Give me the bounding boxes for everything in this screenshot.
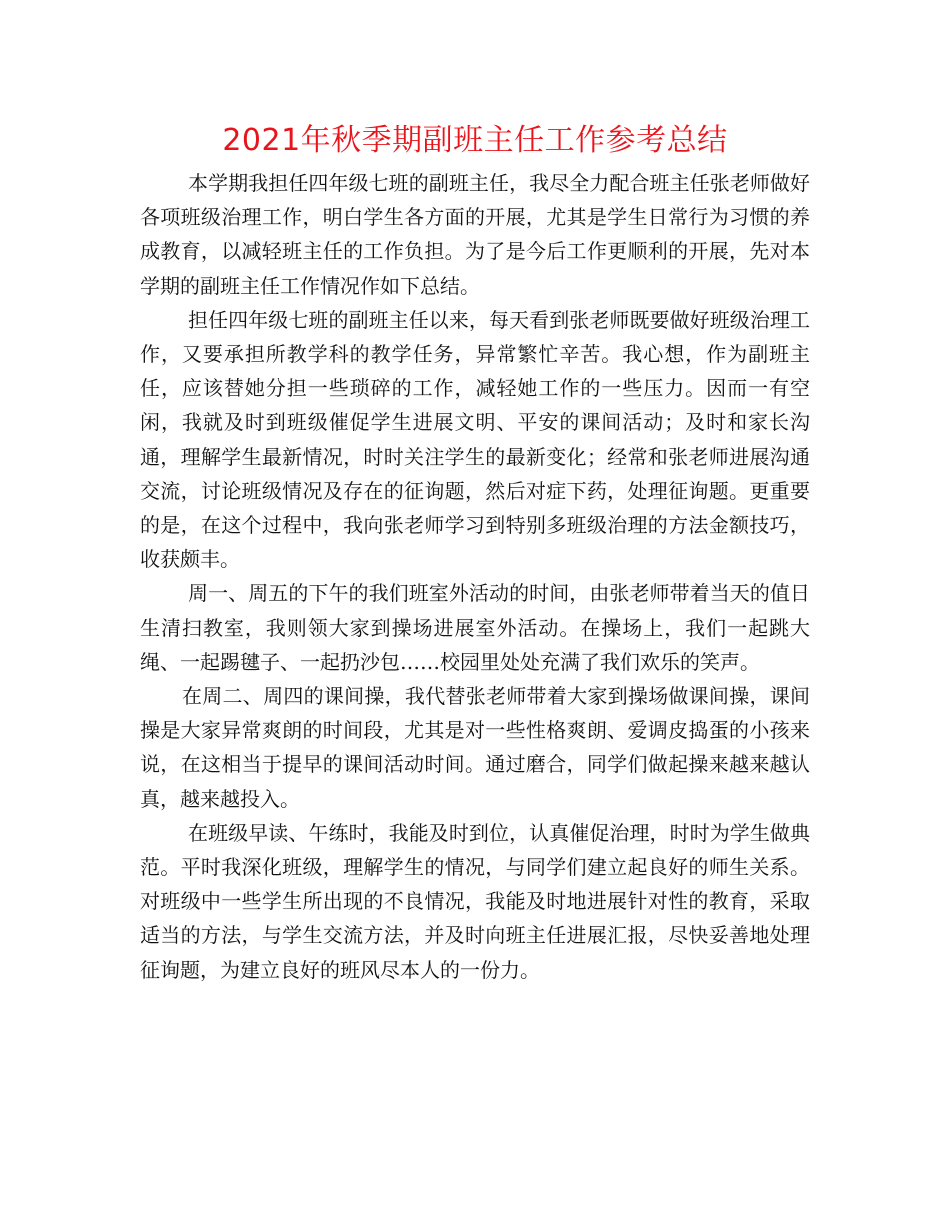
paragraph-outdoor-activities: 周一、周五的下午的我们班室外活动的时间，由张老师带着当天的值日生清扫教室，我则领大家到操场进展室外活动。在操场上，我们一起跳大绳、一起踢毽子、一起扔沙包……校园里处处充满了我们欢乐的笑声。 (140, 581, 810, 674)
paragraph-morning-exercises: 在周二、周四的课间操，我代替张老师带着大家到操场做课间操，课间操是大家异常爽朗的时间段，尤其是对一些性格爽朗、爱调皮捣蛋的小孩来说，在这相当于提早的课间活动时间。通过磨合，同学们做起操来越来越认真，越来越投入。 (140, 684, 810, 811)
paragraph-intro: 本学期我担任四年级七班的副班主任，我尽全力配合班主任张老师做好各项班级治理工作，明白学生各方面的开展，尤其是学生日常行为习惯的养成教育，以减轻班主任的工作负担。为了是今后工作更顺利的开展，先对本学期的副班主任工作情况作如下总结。 (140, 171, 810, 298)
paragraph-class-management: 在班级早读、午练时，我能及时到位，认真催促治理，时时为学生做典范。平时我深化班级，理解学生的情况，与同学们建立起良好的师生关系。对班级中一些学生所出现的不良情况，我能及时地进展针对性的教育，采取适当的方法，与学生交流方法，并及时向班主任进展汇报，尽快妥善地处理征询题，为建立良好的班风尽本人的一份力。 (140, 820, 810, 982)
paragraph-assisting-teacher: 担任四年级七班的副班主任以来，每天看到张老师既要做好班级治理工作，又要承担所教学科的教学任务，异常繁忙辛苦。我心想，作为副班主任，应该替她分担一些琐碎的工作，减轻她工作的一些压力。因而一有空闲，我就及时到班级催促学生进展文明、平安的课间活动；及时和家长沟通，理解学生最新情况，时时关注学生的最新变化；经常和张老师进展沟通交流，讨论班级情况及存在的征询题，然后对症下药，处理征询题。更重要的是，在这个过程中，我向张老师学习到特别多班级治理的方法金额技巧，收获颇丰。 (140, 307, 810, 572)
document-title: 2021年秋季期副班主任工作参考总结 (222, 123, 728, 158)
document-page (140, 120, 810, 987)
